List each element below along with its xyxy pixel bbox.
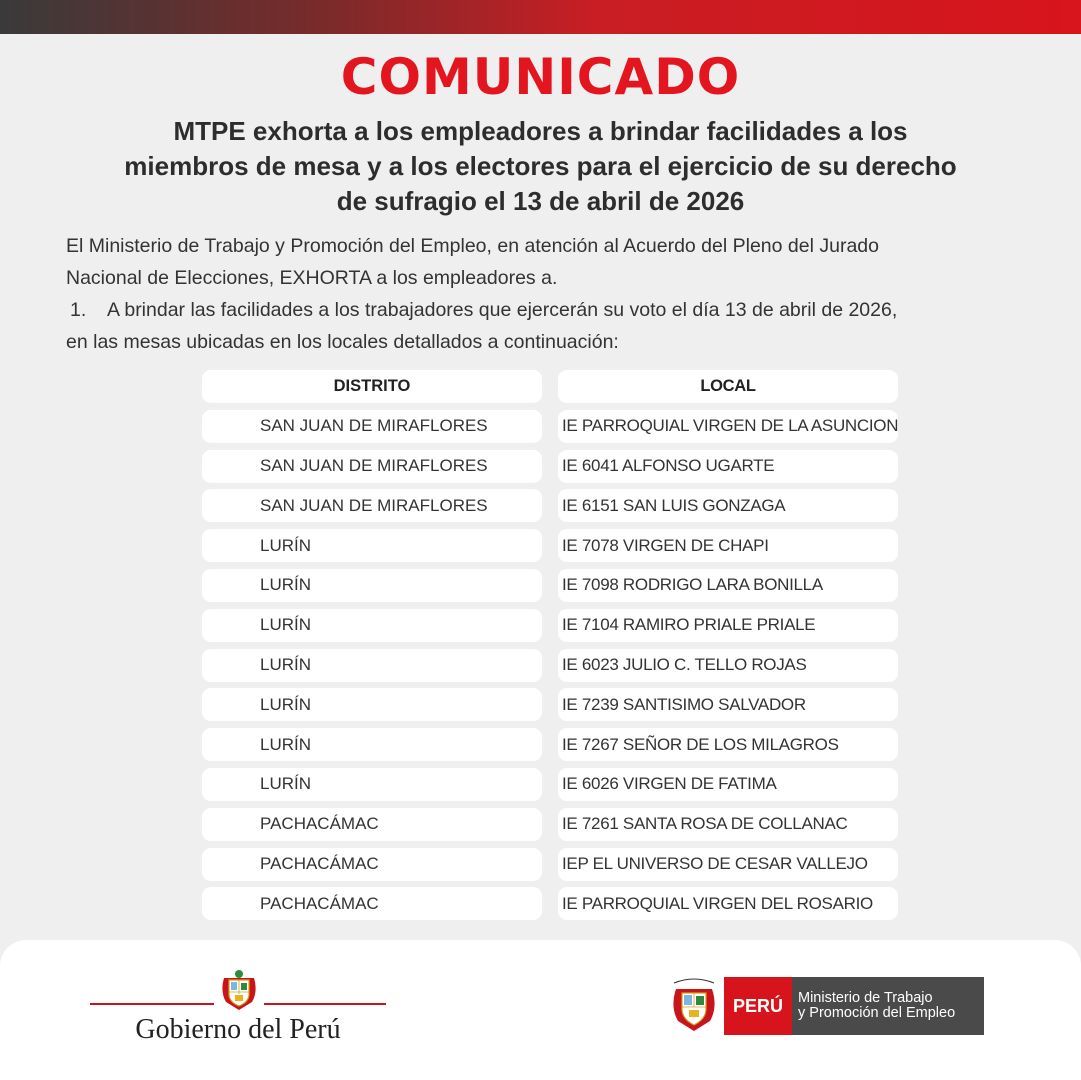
distrito-cell: LURÍN [202, 569, 542, 602]
table-header-row [202, 370, 898, 403]
ministry-name-box [792, 977, 984, 1035]
table-row [202, 450, 898, 483]
distrito-cell: LURÍN [202, 529, 542, 562]
table-row [202, 808, 898, 841]
coat-of-arms-icon [216, 968, 262, 1014]
local-cell: IE 7261 SANTA ROSA DE COLLANAC [558, 808, 898, 841]
intro-line: Nacional de Elecciones, EXHORTA a los empleadores a. [66, 267, 558, 289]
gobierno-del-peru-logo [90, 966, 386, 1046]
local-cell: IE 7267 SEÑOR DE LOS MILAGROS [558, 728, 898, 761]
distrito-cell: PACHACÁMAC [202, 808, 542, 841]
table-row [202, 569, 898, 602]
mtpe-logo [668, 975, 984, 1037]
local-cell: IE PARROQUIAL VIRGEN DE LA ASUNCION [558, 410, 898, 443]
distrito-cell: PACHACÁMAC [202, 848, 542, 881]
distrito-cell: LURÍN [202, 688, 542, 721]
distrito-cell: LURÍN [202, 649, 542, 682]
local-cell: IE 6151 SAN LUIS GONZAGA [558, 489, 898, 522]
locations-table [202, 370, 898, 927]
gobierno-del-peru-text: Gobierno del Perú [135, 1014, 341, 1045]
list-item-1 [66, 294, 1016, 326]
local-cell: IE 7104 RAMIRO PRIALE PRIALE [558, 609, 898, 642]
distrito-cell: PACHACÁMAC [202, 887, 542, 920]
subtitle-line: MTPE exhorta a los empleadores a brindar facilidades a los [173, 116, 908, 146]
list-item-continuation: en las mesas ubicadas en los locales detallados a continuación: [66, 331, 619, 353]
table-row [202, 887, 898, 920]
local-cell: IE 7239 SANTISIMO SALVADOR [558, 688, 898, 721]
distrito-cell: LURÍN [202, 609, 542, 642]
header-local: LOCAL [558, 370, 898, 403]
local-cell: IE 7098 RODRIGO LARA BONILLA [558, 569, 898, 602]
table-row [202, 489, 898, 522]
distrito-cell: SAN JUAN DE MIRAFLORES [202, 410, 542, 443]
subtitle-line: miembros de mesa y a los electores para el ejercicio de su derecho [124, 151, 957, 181]
distrito-cell: SAN JUAN DE MIRAFLORES [202, 489, 542, 522]
top-gradient-bar [0, 0, 1081, 34]
distrito-cell: LURÍN [202, 768, 542, 801]
logo-divider-right [264, 1003, 386, 1005]
table-row [202, 848, 898, 881]
table-row [202, 728, 898, 761]
subtitle-line: de sufragio el 13 de abril de 2026 [336, 186, 745, 216]
table-row [202, 529, 898, 562]
page-title: COMUNICADO [340, 48, 741, 106]
peru-label-box: PERÚ [724, 977, 792, 1035]
local-cell: IE 6023 JULIO C. TELLO ROJAS [558, 649, 898, 682]
list-item-text: A brindar las facilidades a los trabajadores que ejercerán su voto el día 13 de abril de 2026, [107, 299, 898, 321]
peru-seal-icon [668, 977, 720, 1035]
table-row [202, 609, 898, 642]
local-cell: IEP EL UNIVERSO DE CESAR VALLEJO [558, 848, 898, 881]
subtitle [60, 114, 1021, 219]
intro-line: El Ministerio de Trabajo y Promoción del Empleo, en atención al Acuerdo del Pleno del Jurado [66, 235, 879, 257]
logo-divider-left [90, 1003, 214, 1005]
local-cell: IE 7078 VIRGEN DE CHAPI [558, 529, 898, 562]
local-cell: IE 6041 ALFONSO UGARTE [558, 450, 898, 483]
header-distrito: DISTRITO [202, 370, 542, 403]
table-row [202, 768, 898, 801]
local-cell: IE PARROQUIAL VIRGEN DEL ROSARIO [558, 887, 898, 920]
local-cell: IE 6026 VIRGEN DE FATIMA [558, 768, 898, 801]
ministry-line: Ministerio de Trabajo [798, 990, 933, 1006]
intro-text [66, 230, 1016, 358]
table-row [202, 649, 898, 682]
distrito-cell: LURÍN [202, 728, 542, 761]
distrito-cell: SAN JUAN DE MIRAFLORES [202, 450, 542, 483]
list-number: 1. [70, 299, 87, 321]
ministry-line: y Promoción del Empleo [798, 1005, 956, 1021]
table-row [202, 410, 898, 443]
table-row [202, 688, 898, 721]
